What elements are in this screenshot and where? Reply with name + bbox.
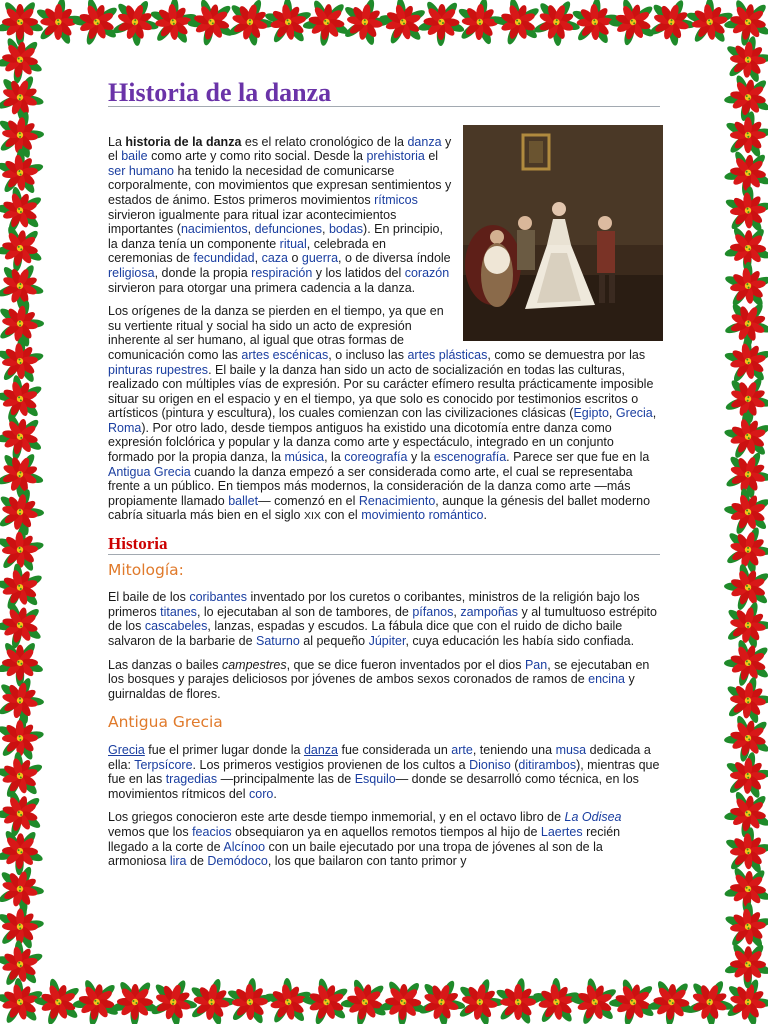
poinsettia-icon (110, 980, 159, 1024)
link-pan[interactable]: Pan (524, 657, 548, 672)
paragraph-coribantes: El baile de los coribantes inventado por los curetos o coribantes, ministros de la religión bajo los primeros titanes, lo ejecutaban al son de tambores, de pífanos, zampoñas y al tumultuoso estrépito de los cascabeles, lanzas, espadas y escudos. La fábula dice que con el ruido de dicho baile salvaron de la barbarie de Saturno al pequeño Júpiter, cuya educación les había sido confiada. (108, 590, 657, 648)
link-encina[interactable]: encina (588, 672, 625, 687)
subsection-heading-mitologia: Mitología: (108, 560, 184, 579)
link-grecia[interactable]: Grecia (615, 406, 653, 421)
poinsettia-icon (720, 71, 768, 125)
section-heading-historia: Historia (108, 533, 660, 555)
link-fecundidad[interactable]: fecundidad (193, 251, 255, 266)
link-egipto[interactable]: Egipto (573, 406, 609, 421)
link-terpsicore[interactable]: Terpsícore (134, 757, 193, 772)
link-antigua-grecia[interactable]: Antigua Grecia (108, 464, 191, 479)
link-musica[interactable]: música (284, 450, 325, 465)
poinsettia-icon (299, 0, 353, 49)
link-religiosa[interactable]: religiosa (108, 265, 155, 280)
poinsettia-icon (0, 641, 44, 687)
link-bodas[interactable]: bodas (328, 222, 364, 237)
poinsettia-icon (717, 558, 768, 618)
link-coreografia[interactable]: coreografía (344, 450, 408, 465)
poinsettia-icon (0, 103, 52, 169)
link-la-odisea[interactable]: La Odisea (564, 810, 622, 825)
link-guerra[interactable]: guerra (301, 251, 339, 266)
poinsettia-icon (182, 0, 240, 51)
link-ser-humano[interactable]: ser humano (108, 163, 175, 178)
link-tragedias[interactable]: tragedias (165, 772, 218, 787)
link-grecia-2[interactable]: Grecia (108, 742, 145, 757)
link-prehistoria[interactable]: prehistoria (366, 149, 425, 164)
link-titanes[interactable]: titanes (160, 604, 197, 619)
link-corazon[interactable]: corazón (404, 265, 450, 280)
link-ditirambos[interactable]: ditirambos (518, 757, 577, 772)
poinsettia-icon (716, 482, 768, 544)
link-roma[interactable]: Roma (108, 420, 142, 435)
dance-painting (463, 125, 663, 341)
paragraph-odisea: Los griegos conocieron este arte desde tiempo inmemorial, y en el octavo libro de La Odisea vemos que los feacios obsequiaron ya en aquellos remotos tiempos al hijo de Laertes recién llegado a la corte de Alcínoo con un baile ejecutado por una tropa de jóvenes al son de la armoniosa lira de Demódoco, los que bailaron con tanto primor y (108, 810, 622, 869)
link-saturno[interactable]: Saturno (256, 634, 300, 648)
paragraph-campestres: Las danzas o bailes campestres, que se dice fueron inventados por el dios Pan, se ejecutaban en los bosques y parajes deliciosos por jóvenes de ambos sexos coronados de ramos de encina y guirnaldas de flores. (108, 657, 650, 701)
paragraph-intro: La historia de la danza es el relato cronológico de la danza y el baile como arte y como rito social. Desde la prehistoria el ser humano ha tenido la necesidad de comunicarse corporalmente, con movimientos que expresan sentimientos y estados de ánimo. Estos primeros movimientos rítmicos sirvieron igualmente para ritual izar acontecimientos importantes (nacimientos, defunciones, bodas). En principio, la danza tenía un componente ritual, celebrada en ceremonias de fecundidad, caza o guerra, o de diversa índole religiosa, donde la propia respiración y los latidos del corazón sirvieron para otorgar una primera cadencia a la danza. (108, 134, 452, 295)
paragraph-grecia: Grecia fue el primer lugar donde la danza fue considerada un arte, teniendo una musa dedicada a ella: Terpsícore. Los primeros vestigios provienen de los cultos a Dioniso (ditirambos), mientras que fue en las tragedias —principalmente las de Esquilo— donde se desarrolló como técnica, en los movimientos rítmicos del coro. (108, 742, 660, 801)
link-baile[interactable]: baile (121, 149, 148, 164)
link-caza[interactable]: caza (261, 251, 288, 266)
poinsettia-icon (0, 291, 52, 357)
link-alcinoo[interactable]: Alcínoo (223, 839, 266, 854)
link-movimiento-romantico[interactable]: movimiento romántico (361, 508, 484, 523)
poinsettia-icon (0, 35, 47, 87)
poinsettia-icon (417, 0, 467, 47)
poinsettia-icon (718, 635, 768, 693)
poinsettia-icon (603, 0, 662, 52)
link-arte[interactable]: arte (451, 742, 473, 757)
poinsettia-icon (720, 0, 768, 50)
link-defunciones[interactable]: defunciones (254, 222, 323, 237)
poinsettia-icon (722, 865, 768, 915)
link-nacimientos[interactable]: nacimientos (180, 222, 248, 237)
paragraph-origins: Los orígenes de la danza se pierden en el tiempo, ya que en su vertiente ritual y social ha sido un acto de expresión inherente al ser humano, al igual que otras formas de comunicación como las artes escénicas, o incluso las artes plásticas, como se demuestra por las pinturas rupestres. El baile y la danza han sido un acto de socialización en todas las culturas, realizado con múltiples vías de expresión. Por su carácter efímero resulta prácticamente imposible situar su origen en el espacio y en el tiempo, ya que solo es conocido por testimonios escritos o artísticos (pintura y escultura), los cuales comienzan con las civilizaciones clásicas (Egipto, Grecia, Roma). Por otro lado, desde tiempos antiguos ha existido una dicotomía entre danza como expresión folclórica y popular y la danza como arte y espectáculo, integrado en un conjunto formado por la propia danza, la música, la coreografía y la escenografía. Parece ser que fue en la Antigua Grecia cuando la danza empezó a ser considerada como arte, el cual se representaba frente a un público. En tiempos más modernos, la consideración de la danza como arte —más propiamente llamado ballet— comenzó en el Renacimiento, aunque la génesis del ballet moderno cabría situarla más bien en el siglo XIX con el movimiento romántico. (108, 304, 657, 523)
link-dioniso[interactable]: Dioniso (469, 757, 511, 772)
subsection-heading-antigua-grecia: Antigua Grecia (108, 713, 223, 732)
poinsettia-icon (723, 942, 768, 989)
link-escenografia[interactable]: escenografía (433, 450, 507, 465)
link-lira[interactable]: lira (169, 854, 187, 869)
poinsettia-icon (378, 979, 429, 1024)
poinsettia-icon (645, 978, 697, 1024)
poinsettia-icon (721, 148, 768, 199)
poinsettia-icon (0, 0, 44, 46)
page-title: Historia de la danza (108, 82, 660, 107)
link-danza[interactable]: danza (407, 134, 442, 149)
article (108, 78, 660, 878)
link-ritual[interactable]: ritual (279, 236, 307, 251)
link-demodoco[interactable]: Demódoco (207, 854, 268, 869)
link-renacimiento[interactable]: Renacimiento (358, 493, 436, 508)
link-pinturas-rupestres[interactable]: pinturas rupestres (108, 362, 209, 377)
link-ballet[interactable]: ballet (228, 493, 259, 508)
link-musa[interactable]: musa (555, 742, 587, 757)
link-feacios[interactable]: feacios (192, 824, 232, 839)
link-respiracion[interactable]: respiración (251, 265, 313, 280)
poinsettia-icon (0, 829, 45, 877)
link-coribantes[interactable]: coribantes (189, 590, 247, 605)
link-cascabeles[interactable]: cascabeles (144, 619, 208, 634)
link-jupiter[interactable]: Júpiter (368, 634, 406, 648)
link-esquilo[interactable]: Esquilo (354, 772, 396, 787)
link-danza-2[interactable]: danza (303, 742, 339, 757)
link-coro[interactable]: coro (249, 786, 274, 801)
poinsettia-icon (678, 971, 739, 1024)
poinsettia-icon (719, 711, 768, 767)
link-pifanos[interactable]: pífanos (412, 604, 454, 619)
link-zamponas[interactable]: zampoñas (460, 604, 519, 619)
link-ritmicos[interactable]: rítmicos (374, 192, 418, 207)
link-laertes[interactable]: Laertes (540, 824, 583, 839)
link-artes-escenicas[interactable]: artes escénicas (241, 347, 329, 362)
poinsettia-icon (720, 788, 768, 841)
link-artes-plasticas[interactable]: artes plásticas (407, 347, 488, 362)
